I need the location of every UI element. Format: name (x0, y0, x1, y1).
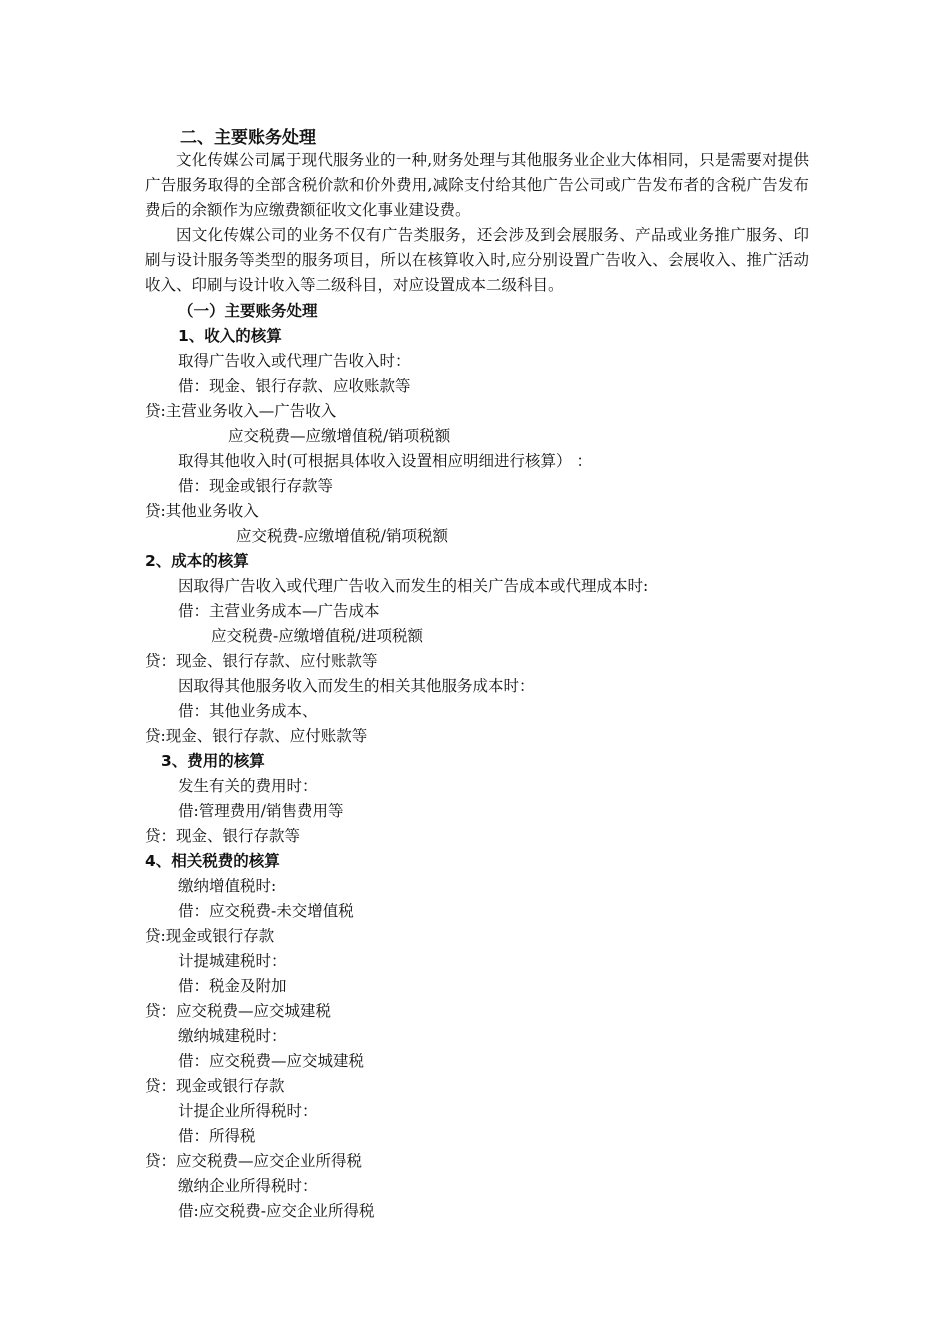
heading-cost: 2、成本的核算 (145, 552, 249, 570)
credit-line: 贷：现金、银行存款、应付账款等 (145, 652, 378, 670)
debit-line: 借：税金及附加 (178, 977, 287, 995)
credit-line: 贷:现金、银行存款、应付账款等 (145, 727, 368, 745)
text-line: 缴纳城建税时： (178, 1027, 287, 1045)
paragraph-2: 因文化传媒公司的业务不仅有广告类服务，还会涉及到会展服务、产品或业务推广服务、印刷与设计服务等类型的服务项目，所以在核算收入时,应分别设置广告收入、会展收入、推广活动收入、印刷与设计收入等二级科目，对应设置成本二级科目。 (145, 226, 809, 294)
debit-line: 借:应交税费-应交企业所得税 (178, 1202, 375, 1220)
credit-subline: 应交税费—应缴增值税/销项税额 (228, 427, 451, 445)
paragraph-1: 文化传媒公司属于现代服务业的一种,财务处理与其他服务业企业大体相同，只是需要对提供广告服务取得的全部含税价款和价外费用,减除支付给其他广告公司或广告发布者的含税广告发布费后的余额作为应缴费额征收文化事业建设费。 (145, 151, 809, 219)
debit-line: 借：主营业务成本—广告成本 (178, 602, 380, 620)
text-line: 因取得其他服务收入而发生的相关其他服务成本时： (178, 677, 535, 695)
credit-line: 贷：现金、银行存款等 (145, 827, 301, 845)
debit-line: 借：现金、银行存款、应收账款等 (178, 377, 411, 395)
section-title: 二、主要账务处理 (180, 128, 316, 148)
credit-line: 贷:主营业务收入—广告收入 (145, 402, 337, 420)
credit-line: 贷:其他业务收入 (145, 502, 259, 520)
debit-line: 借：现金或银行存款等 (178, 477, 334, 495)
subsection-title: （一）主要账务处理 (178, 302, 318, 320)
heading-expense: 3、费用的核算 (161, 752, 265, 770)
debit-subline: 应交税费-应缴增值税/进项税额 (211, 627, 423, 645)
text-line: 缴纳增值税时: (178, 877, 277, 895)
debit-line: 借：应交税费-未交增值税 (178, 902, 354, 920)
debit-line: 借：应交税费—应交城建税 (178, 1052, 365, 1070)
heading-revenue: 1、收入的核算 (178, 327, 282, 345)
text-line: 缴纳企业所得税时： (178, 1177, 318, 1195)
text-line: 取得广告收入或代理广告收入时： (178, 352, 411, 370)
debit-line: 借:管理费用/销售费用等 (178, 802, 344, 820)
credit-line: 贷:现金或银行存款 (145, 927, 275, 945)
credit-line: 贷：应交税费—应交城建税 (145, 1002, 332, 1020)
text-line: 取得其他收入时(可根据具体收入设置相应明细进行核算） ： (178, 452, 592, 470)
text-line: 计提企业所得税时： (178, 1102, 318, 1120)
credit-line: 贷：现金或银行存款 (145, 1077, 285, 1095)
text-line: 因取得广告收入或代理广告收入而发生的相关广告成本或代理成本时: (178, 577, 649, 595)
debit-line: 借：其他业务成本、 (178, 702, 318, 720)
debit-line: 借：所得税 (178, 1127, 256, 1145)
heading-tax: 4、相关税费的核算 (145, 852, 280, 870)
text-line: 计提城建税时： (178, 952, 287, 970)
credit-subline: 应交税费-应缴增值税/销项税额 (236, 527, 448, 545)
credit-line: 贷：应交税费—应交企业所得税 (145, 1152, 363, 1170)
text-line: 发生有关的费用时： (178, 777, 318, 795)
